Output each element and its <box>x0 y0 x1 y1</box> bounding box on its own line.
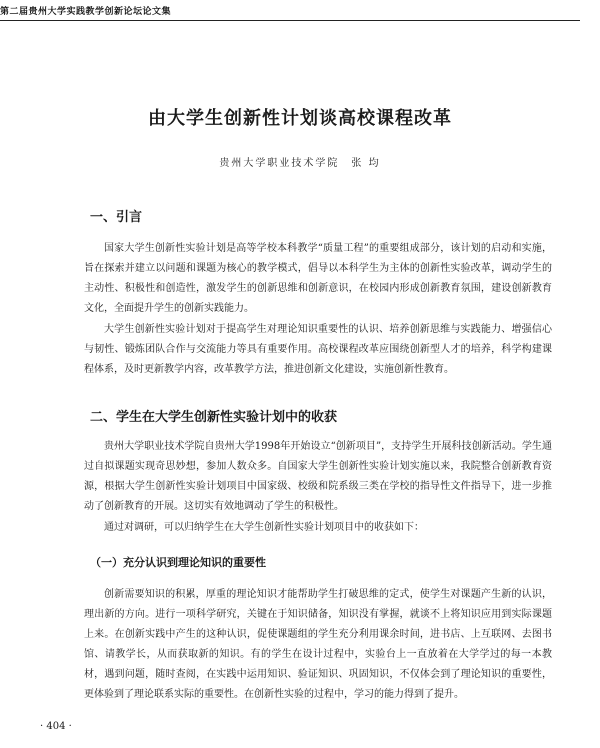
theory-paragraph-1: 创新需要知识的积累，厚重的理论知识才能帮助学生打破思维的定式，使学生对课题产生新的认识，理出新的方向。进行一项科学研究，关键在于知识储备，知识没有掌握，就谈不上将知识应用到实际课题上来。在创新实践中产生的这种认识，促使课题组的学生充分利用课余时间，进书店、上互联网、去图书馆、请教学长，从而获取新的知识。有的学生在设计过程中，实验台上一直放着在大学学过的每一本教材，遇到问题，随时查阅，在实践中运用知识、验证知识、巩固知识，不仅体会到了理论知识的重要性，更体验到了理论联系实际的重要性。在创新性实验的过程中，学习的能力得到了提升。 <box>84 589 552 700</box>
running-head: 第二届贵州大学实践教学创新论坛论文集 <box>0 7 172 17</box>
gains-paragraph-2: 通过对调研，可以归纳学生在大学生创新性实验计划项目中的收获如下： <box>104 522 424 533</box>
subsection-heading-theory: （一）充分认识到理论知识的重要性 <box>90 556 266 569</box>
header-rule <box>0 20 580 21</box>
intro-paragraph-2: 大学生创新性实验计划对于提高学生对理论知识重要性的认识、培养创新思维与实践能力、增强信心与韧性、锻炼团队合作与交流能力等具有重要作用。高校课程改革应围绕创新型人才的培养，科学构建课程体系，及时更新教学内容，改革教学方法，推进创新文化建设，实施创新性教育。 <box>84 324 552 375</box>
paper-title: 由大学生创新性计划谈高校课程改革 <box>148 108 452 129</box>
page-number: · 404 · <box>40 721 72 732</box>
intro-paragraph-1: 国家大学生创新性实验计划是高等学校本科教学“质量工程”的重要组成部分，该计划的启动和实施，旨在探索并建立以问题和课题为核心的教学模式，倡导以本科学生为主体的创新性实验改革，调动学生的主动性、积极性和创造性，激发学生的创新思维和创新意识，在校园内形成创新教育氛围，建设创新教育文化，全面提升学生的创新实践能力。 <box>84 243 552 314</box>
gains-paragraph-1: 贵州大学职业技术学院自贵州大学1998年开始设立“创新项目”，支持学生开展科技创新活动。学生通过自拟课题实现奇思妙想，参加人数众多。自国家大学生创新性实验计划实施以来，我院整合创新教育资源，根据大学生创新性实验计划项目中国家级、校级和院系级三类在学校的指导性文件指导下，进一步推动了创新教育的开展。这切实有效地调动了学生的积极性。 <box>84 441 552 512</box>
section-heading-gains: 二、学生在大学生创新性实验计划中的收获 <box>90 410 338 425</box>
author-byline: 贵州大学职业技术学院 张 均 <box>219 158 381 169</box>
section-heading-intro: 一、引言 <box>90 210 143 225</box>
